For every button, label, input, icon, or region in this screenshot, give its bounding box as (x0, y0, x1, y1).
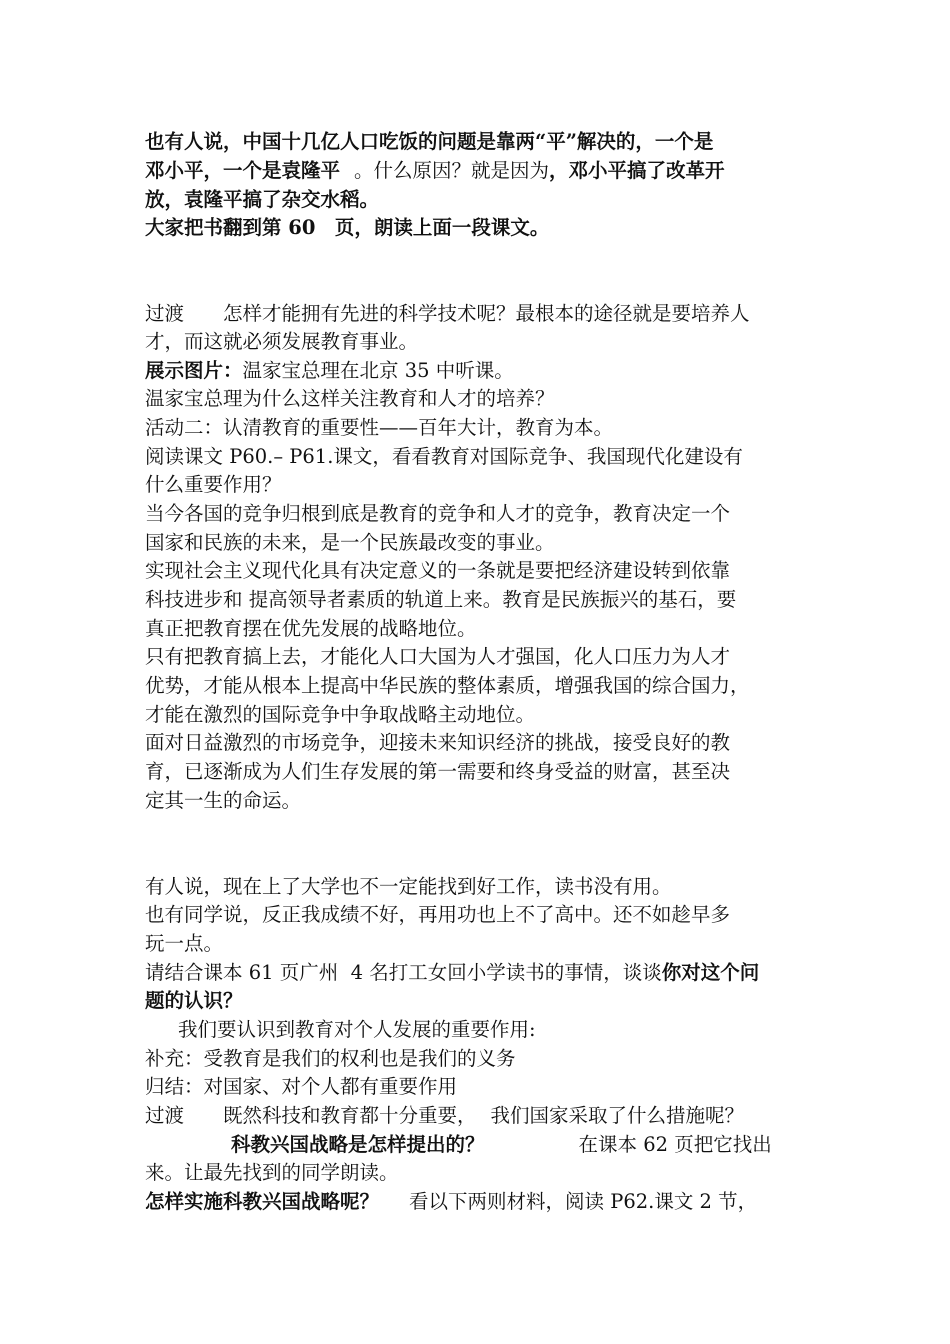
paragraph-line: 面对日益激烈的市场竞争，迎接未来知识经济的挑战，接受良好的教 (145, 731, 731, 754)
paragraph-line: 有人说，现在上了大学也不一定能找到好工作，读书没有用。 (145, 875, 672, 898)
paragraph-line: 当今各国的竞争归根到底是教育的竞争和人才的竞争，教育决定一个 (145, 502, 731, 525)
bold-text: 邓小平，一个是袁隆平 (145, 159, 341, 182)
paragraph-line: 阅读课文 P60.– P61.课文，看看教育对国际竞争、我国现代化建设有 (145, 445, 743, 468)
paragraph-line (145, 1131, 825, 1159)
paragraph-line: 我们要认识到教育对个人发展的重要作用: (178, 1018, 536, 1041)
paragraph-line: 才能在激烈的国际竞争中争取战略主动地位。 (145, 703, 536, 726)
paragraph-line: 国家和民族的未来，是一个民族最改变的事业。 (145, 531, 555, 554)
paragraph-line: 活动二：认清教育的重要性——百年大计，教育为本。 (145, 416, 614, 439)
paragraph-line: 温家宝总理为什么这样关注教育和人才的培养？ (145, 387, 555, 410)
paragraph-line (145, 157, 825, 185)
bold-text: 展示图片： (145, 359, 243, 382)
normal-text: 我们国家采取了什么措施呢？ (490, 1104, 745, 1127)
paragraph-line: 也有同学说，反正我成绩不好，再用功也上不了高中。还不如趁早多 (145, 903, 731, 926)
paragraph-line: 也有人说，中国十几亿人口吃饭的问题是靠两“平”解决的，一个是 (145, 130, 714, 153)
paragraph-line: 什么重要作用？ (145, 473, 282, 496)
paragraph-line: 实现社会主义现代化具有决定意义的一条就是要把经济建设转到依靠 (145, 559, 731, 582)
paragraph-line (145, 959, 825, 987)
paragraph-line: 才，而这就必须发展教育事业。 (145, 330, 419, 353)
paragraph-line: 只有把教育搞上去，才能化人口大国为人才强国，化人口压力为人才 (145, 645, 731, 668)
paragraph-line: 来。让最先找到的同学朗读。 (145, 1161, 399, 1184)
bold-text: 你对这个问 (661, 961, 760, 984)
paragraph-line: 补充：受教育是我们的权利也是我们的义务 (145, 1047, 516, 1070)
paragraph-line: 育，已逐渐成为人们生存发展的第一需要和终身受益的财富，甚至决 (145, 760, 731, 783)
bold-text: ，邓小平搞了改革开 (549, 159, 725, 182)
paragraph-line: 过渡 怎样才能拥有先进的科学技术呢？最根本的途径就是要培养人 (145, 302, 750, 325)
bold-text: 怎样实施科教兴国战略呢？ (145, 1190, 380, 1213)
paragraph-line: 题的认识？ (145, 989, 243, 1012)
paragraph-line: 放，袁隆平搞了杂交水稻。 (145, 188, 380, 211)
paragraph-line (145, 1102, 825, 1130)
normal-text: 在课本 62 页把它找出 (578, 1133, 772, 1156)
paragraph-line: 归结：对国家、对个人都有重要作用 (145, 1075, 458, 1098)
normal-text: 看以下两则材料，阅读 P62.课文 2 节， (409, 1190, 758, 1213)
normal-text: 过渡 既然科技和教育都十分重要， (145, 1104, 477, 1127)
paragraph-line: 定其一生的命运。 (145, 789, 302, 812)
paragraph-line: 科技进步和 提高领导者素质的轨道上来。教育是民族振兴的基石，要 (145, 588, 737, 611)
paragraph-line: 大家把书翻到第 60 页，朗读上面一段课文。 (145, 216, 550, 239)
paragraph-line: 玩一点。 (145, 932, 224, 955)
paragraph-line: 优势，才能从根本上提高中华民族的整体素质，增强我国的综合国力， (145, 674, 750, 697)
bold-text: 科教兴国战略是怎样提出的？ (231, 1133, 485, 1156)
paragraph-line (145, 357, 825, 385)
paragraph-line (145, 1188, 825, 1216)
normal-text: 。什么原因？就是因为 (354, 159, 550, 182)
normal-text: 请结合课本 61 页广州 4 名打工女回小学读书的事情，谈谈 (145, 961, 662, 984)
paragraph-line: 真正把教育摆在优先发展的战略地位。 (145, 617, 477, 640)
normal-text: 温家宝总理在北京 35 中听课。 (242, 359, 514, 382)
